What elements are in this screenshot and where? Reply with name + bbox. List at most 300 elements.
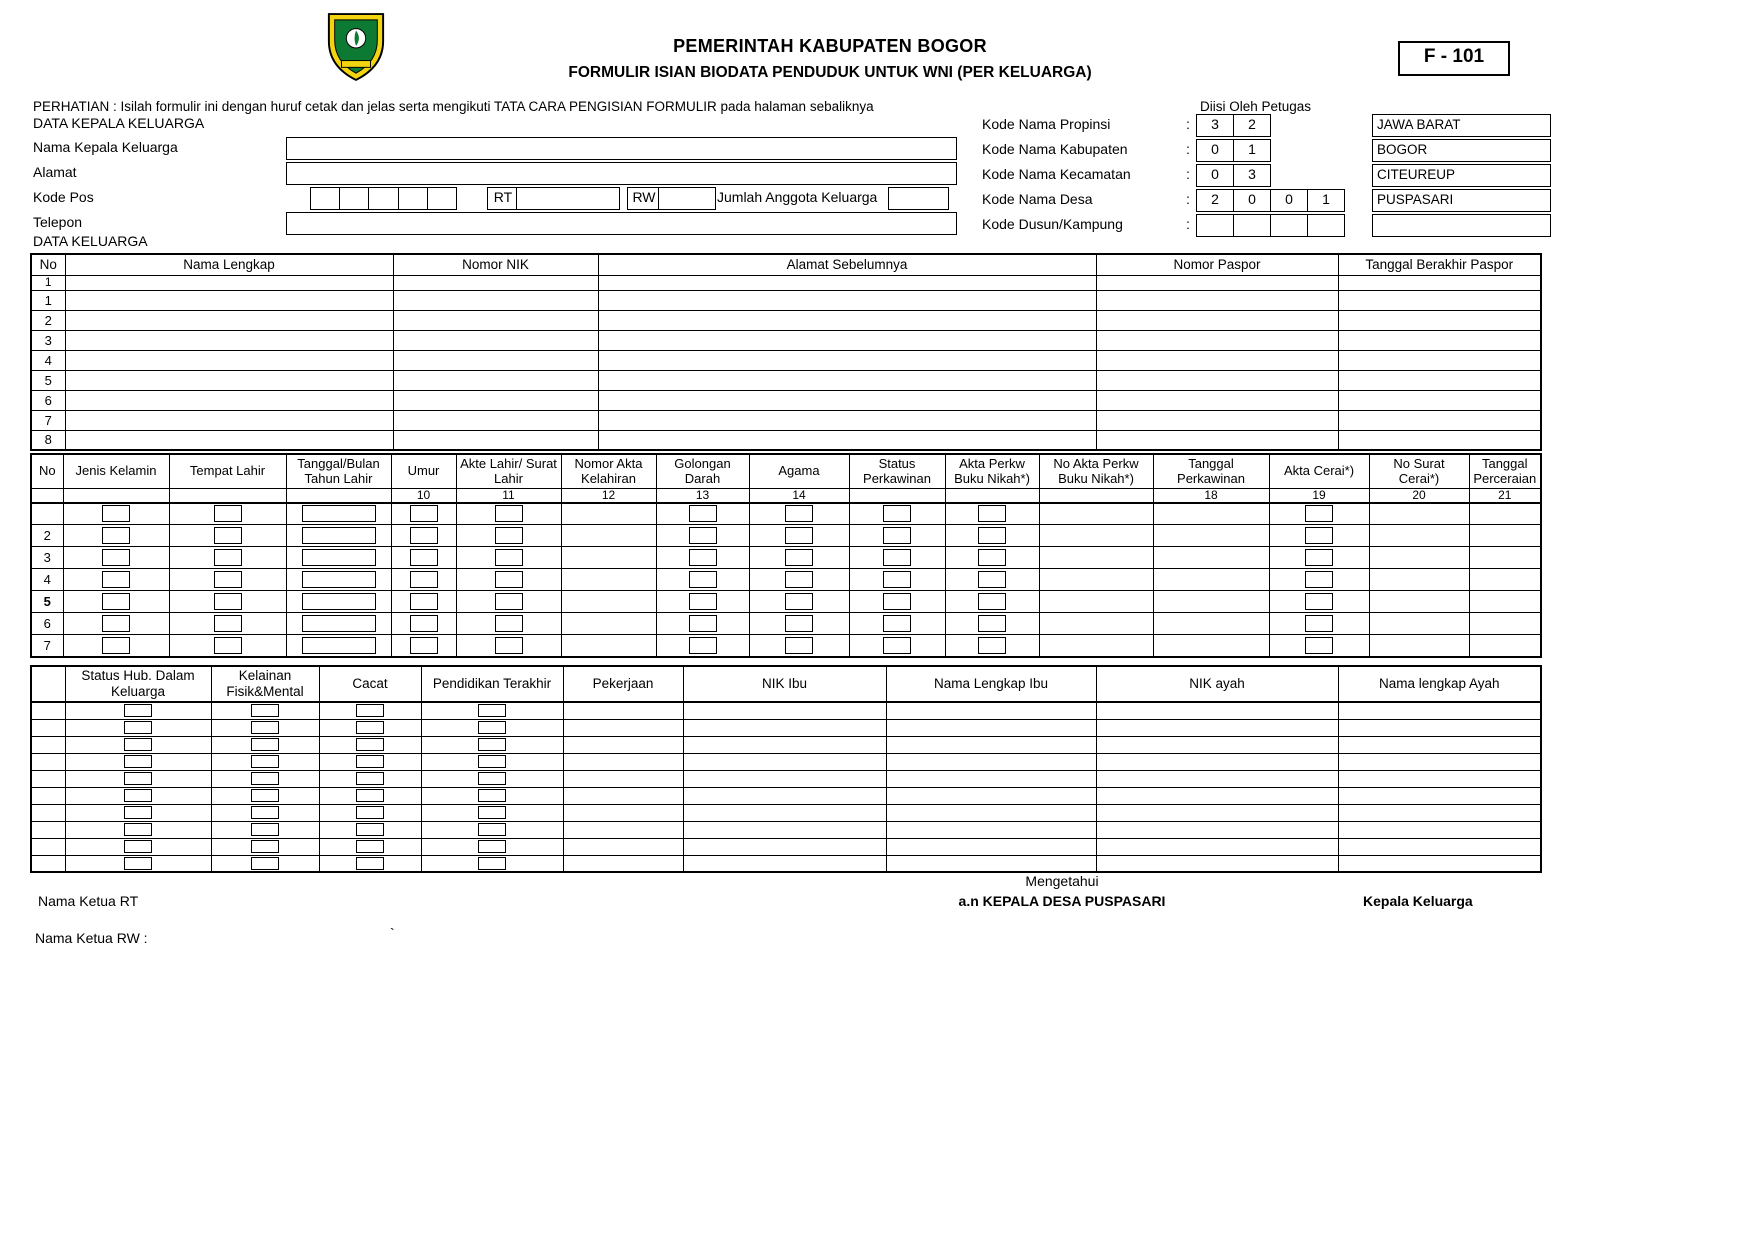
code-box [478,772,506,785]
code-box [302,593,376,610]
table3-row [31,855,1541,872]
cell-agama[interactable] [749,591,849,613]
cell-no-surat-cerai[interactable] [1369,635,1469,657]
code-box [124,704,152,717]
cell-nama-lengkap[interactable] [65,330,393,350]
cell-nomor-akta-kelahiran[interactable] [561,613,656,635]
cell-cacat[interactable] [319,753,421,770]
cell-umur[interactable] [391,503,456,525]
cell-tempat-lahir[interactable] [169,635,286,657]
cell-nama-lengkap-ibu[interactable] [886,855,1096,872]
cell-nomor-paspor[interactable] [1096,330,1338,350]
cell-tanggal-perkawinan[interactable] [1153,591,1269,613]
cell-cacat[interactable] [319,719,421,736]
telepon-input[interactable] [286,212,957,235]
cell-no-akta-perkawinan[interactable] [1039,525,1153,547]
cell-nama-lengkap-ibu[interactable] [886,702,1096,719]
cell-tanggal-perkawinan[interactable] [1153,613,1269,635]
cell-agama[interactable] [749,547,849,569]
cell-akte-lahir[interactable] [456,591,561,613]
table3-row [31,736,1541,753]
cell-nama-lengkap-ayah[interactable] [1338,753,1541,770]
cell-nomor-akta-kelahiran[interactable] [561,591,656,613]
cell-nomor-nik[interactable] [393,330,598,350]
cell-tempat-lahir[interactable] [169,547,286,569]
cell-nama-lengkap[interactable] [65,350,393,370]
rw-input[interactable] [658,187,716,210]
cell-kelainan-fisik-mental[interactable] [211,804,319,821]
code-box [124,721,152,734]
col-akta-perkawinan: Akta Perkw Buku Nikah*) [945,454,1039,488]
column-number [849,488,945,503]
cell-cacat[interactable] [319,855,421,872]
cell-nik-ibu[interactable] [683,753,886,770]
code-box [251,806,279,819]
cell-status-hub-keluarga[interactable] [65,719,211,736]
code-box [785,505,813,522]
cell-status-hub-keluarga[interactable] [65,855,211,872]
cell-nama-lengkap-ayah[interactable] [1338,736,1541,753]
cell-cacat[interactable] [319,821,421,838]
cell-no-surat-cerai[interactable] [1369,591,1469,613]
cell-status-hub-keluarga[interactable] [65,804,211,821]
cell-pekerjaan[interactable] [563,821,683,838]
cell-nomor-akta-kelahiran[interactable] [561,547,656,569]
cell-tanggal-lahir[interactable] [286,591,391,613]
rt-input[interactable] [516,187,620,210]
code-box [356,823,384,836]
cell-tanggal-lahir[interactable] [286,503,391,525]
code-box [495,615,523,632]
cell-nik-ayah[interactable] [1096,753,1338,770]
nama-kepala-keluarga-input[interactable] [286,137,957,160]
colon: : [1186,191,1190,207]
cell-alamat-sebelumnya[interactable] [598,410,1096,430]
cell-nomor-nik[interactable] [393,390,598,410]
cell-tanggal-perceraian[interactable] [1469,569,1541,591]
code-cell: 3 [1234,164,1271,187]
cell-pekerjaan[interactable] [563,787,683,804]
cell-tempat-lahir[interactable] [169,525,286,547]
cell-cacat[interactable] [319,736,421,753]
cell-tanggal-lahir[interactable] [286,569,391,591]
code-cell[interactable] [1196,214,1234,237]
code-box [689,593,717,610]
cell-kelainan-fisik-mental[interactable] [211,838,319,855]
cell-nama-lengkap-ibu[interactable] [886,770,1096,787]
cell-status-perkawinan[interactable] [849,525,945,547]
cell-nik-ibu[interactable] [683,736,886,753]
cell-nik-ibu[interactable] [683,719,886,736]
cell-umur[interactable] [391,569,456,591]
cell-tanggal-perkawinan[interactable] [1153,503,1269,525]
cell-akta-cerai[interactable] [1269,569,1369,591]
col-tanggal-perceraian: Tanggal Perceraian [1469,454,1541,488]
cell-nama-lengkap-ayah[interactable] [1338,770,1541,787]
cell-tempat-lahir[interactable] [169,591,286,613]
cell-golongan-darah[interactable] [656,525,749,547]
cell-nama-lengkap-ayah[interactable] [1338,787,1541,804]
cell-no-akta-perkawinan[interactable] [1039,547,1153,569]
code-cell[interactable] [1308,214,1345,237]
cell-status-perkawinan[interactable] [849,547,945,569]
row-number: 7 [31,635,63,657]
cell-golongan-darah[interactable] [656,569,749,591]
col-akte-lahir: Akte Lahir/ Surat Lahir [456,454,561,488]
cell-nama-lengkap-ibu[interactable] [886,719,1096,736]
cell-status-hub-keluarga[interactable] [65,770,211,787]
column-number [1096,275,1338,290]
cell-pendidikan-terakhir[interactable] [421,787,563,804]
code-box [302,571,376,588]
cell-nama-lengkap-ibu[interactable] [886,821,1096,838]
cell-nik-ayah[interactable] [1096,838,1338,855]
cell-akta-perkawinan[interactable] [945,591,1039,613]
cell-nama-lengkap-ayah[interactable] [1338,719,1541,736]
cell-akta-cerai[interactable] [1269,547,1369,569]
cell-nik-ibu[interactable] [683,770,886,787]
cell-nik-ayah[interactable] [1096,736,1338,753]
cell-nama-lengkap[interactable] [65,370,393,390]
cell-agama[interactable] [749,635,849,657]
cell-tanggal-perkawinan[interactable] [1153,635,1269,657]
cell-nama-lengkap[interactable] [65,430,393,450]
cell-nama-lengkap-ibu[interactable] [886,838,1096,855]
cell-umur[interactable] [391,525,456,547]
cell-agama[interactable] [749,569,849,591]
cell-cacat[interactable] [319,770,421,787]
cell-golongan-darah[interactable] [656,503,749,525]
cell-nomor-nik[interactable] [393,290,598,310]
code-cell[interactable] [1234,214,1271,237]
cell-nama-lengkap-ibu[interactable] [886,804,1096,821]
jumlah-anggota-input[interactable] [888,187,949,210]
col-kelainan-fisik-mental: Kelainan Fisik&Mental [211,666,319,702]
cell-nama-lengkap[interactable] [65,310,393,330]
cell-pekerjaan[interactable] [563,753,683,770]
cell-agama[interactable] [749,525,849,547]
cell-cacat[interactable] [319,702,421,719]
cell-tempat-lahir[interactable] [169,569,286,591]
cell-nik-ayah[interactable] [1096,804,1338,821]
cell-kelainan-fisik-mental[interactable] [211,736,319,753]
table2-row [31,525,1541,547]
cell-pendidikan-terakhir[interactable] [421,770,563,787]
cell-pendidikan-terakhir[interactable] [421,719,563,736]
cell-akta-cerai[interactable] [1269,525,1369,547]
cell-pekerjaan[interactable] [563,719,683,736]
cell-tanggal-perkawinan[interactable] [1153,525,1269,547]
cell-status-hub-keluarga[interactable] [65,702,211,719]
cell-tanggal-perceraian[interactable] [1469,525,1541,547]
cell-akte-lahir[interactable] [456,503,561,525]
cell-alamat-sebelumnya[interactable] [598,310,1096,330]
cell-tanggal-berakhir-paspor[interactable] [1338,390,1541,410]
col-jenis-kelamin: Jenis Kelamin [63,454,169,488]
cell-akta-perkawinan[interactable] [945,569,1039,591]
cell-nik-ayah[interactable] [1096,787,1338,804]
cell-jenis-kelamin[interactable] [63,525,169,547]
cell-akta-cerai[interactable] [1269,591,1369,613]
cell-tanggal-perceraian[interactable] [1469,635,1541,657]
cell-kelainan-fisik-mental[interactable] [211,702,319,719]
cell-nomor-akta-kelahiran[interactable] [561,635,656,657]
cell-kelainan-fisik-mental[interactable] [211,855,319,872]
cell-tanggal-perceraian[interactable] [1469,547,1541,569]
cell-nomor-paspor[interactable] [1096,350,1338,370]
cell-tanggal-perceraian[interactable] [1469,503,1541,525]
cell-akta-cerai[interactable] [1269,613,1369,635]
kode-pos-cell[interactable] [311,188,340,209]
cell-no-surat-cerai[interactable] [1369,569,1469,591]
cell-akta-perkawinan[interactable] [945,503,1039,525]
cell-pekerjaan[interactable] [563,838,683,855]
cell-kelainan-fisik-mental[interactable] [211,787,319,804]
cell-akte-lahir[interactable] [456,547,561,569]
cell-kelainan-fisik-mental[interactable] [211,770,319,787]
cell-no-surat-cerai[interactable] [1369,547,1469,569]
cell-nomor-paspor[interactable] [1096,410,1338,430]
cell-no-akta-perkawinan[interactable] [1039,503,1153,525]
cell-alamat-sebelumnya[interactable] [598,390,1096,410]
cell-nik-ibu[interactable] [683,804,886,821]
cell-status-perkawinan[interactable] [849,569,945,591]
table1-header-row [31,254,1541,275]
cell-tanggal-berakhir-paspor[interactable] [1338,350,1541,370]
cell-pekerjaan[interactable] [563,804,683,821]
cell-nomor-akta-kelahiran[interactable] [561,525,656,547]
cell-tanggal-berakhir-paspor[interactable] [1338,430,1541,450]
cell-pendidikan-terakhir[interactable] [421,838,563,855]
cell-kelainan-fisik-mental[interactable] [211,821,319,838]
cell-jenis-kelamin[interactable] [63,569,169,591]
cell-nomor-nik[interactable] [393,370,598,390]
code-box [978,615,1006,632]
cell-pendidikan-terakhir[interactable] [421,855,563,872]
cell-alamat-sebelumnya[interactable] [598,330,1096,350]
cell-akta-perkawinan[interactable] [945,525,1039,547]
cell-akte-lahir[interactable] [456,635,561,657]
cell-nik-ayah[interactable] [1096,702,1338,719]
cell-pendidikan-terakhir[interactable] [421,702,563,719]
kode-dusun-value[interactable] [1372,214,1551,237]
cell-jenis-kelamin[interactable] [63,591,169,613]
cell-tanggal-berakhir-paspor[interactable] [1338,410,1541,430]
cell-nomor-paspor[interactable] [1096,310,1338,330]
cell-nik-ibu[interactable] [683,702,886,719]
cell-alamat-sebelumnya[interactable] [598,290,1096,310]
cell-status-hub-keluarga[interactable] [65,736,211,753]
cell-pekerjaan[interactable] [563,736,683,753]
cell-tanggal-berakhir-paspor[interactable] [1338,370,1541,390]
kode-pos-cell[interactable] [340,188,369,209]
cell-tanggal-perkawinan[interactable] [1153,547,1269,569]
cell-nomor-nik[interactable] [393,350,598,370]
cell-nama-lengkap[interactable] [65,390,393,410]
kode-pos-cell[interactable] [369,188,398,209]
cell-pendidikan-terakhir[interactable] [421,736,563,753]
row-number: 1 [31,290,65,310]
cell-jenis-kelamin[interactable] [63,503,169,525]
cell-nama-lengkap-ayah[interactable] [1338,855,1541,872]
cell-nomor-nik[interactable] [393,410,598,430]
cell-alamat-sebelumnya[interactable] [598,370,1096,390]
cell-alamat-sebelumnya[interactable] [598,430,1096,450]
table2-row [31,547,1541,569]
cell-golongan-darah[interactable] [656,613,749,635]
col-no-akta-perkawinan: No Akta Perkw Buku Nikah*) [1039,454,1153,488]
cell-agama[interactable] [749,613,849,635]
cell-umur[interactable] [391,547,456,569]
kode-pos-cell[interactable] [428,188,456,209]
code-box [356,840,384,853]
cell-tanggal-perceraian[interactable] [1469,613,1541,635]
cell-no-akta-perkawinan[interactable] [1039,591,1153,613]
cell-status-perkawinan[interactable] [849,503,945,525]
kode-pos-cell[interactable] [399,188,428,209]
cell-agama[interactable] [749,503,849,525]
cell-akta-perkawinan[interactable] [945,613,1039,635]
cell-umur[interactable] [391,591,456,613]
cell-tanggal-lahir[interactable] [286,635,391,657]
col-tanggal-berakhir-paspor: Tanggal Berakhir Paspor [1338,254,1541,275]
cell-jenis-kelamin[interactable] [63,635,169,657]
cell-akte-lahir[interactable] [456,525,561,547]
code-box [478,704,506,717]
cell-tempat-lahir[interactable] [169,503,286,525]
cell-no-akta-perkawinan[interactable] [1039,613,1153,635]
cell-golongan-darah[interactable] [656,635,749,657]
cell-tanggal-lahir[interactable] [286,547,391,569]
cell-akta-perkawinan[interactable] [945,547,1039,569]
cell-akta-perkawinan[interactable] [945,635,1039,657]
row-number: 2 [31,310,65,330]
code-box [214,571,242,588]
cell-no-surat-cerai[interactable] [1369,525,1469,547]
mengetahui-label: Mengetahui [1025,873,1099,889]
cell-status-hub-keluarga[interactable] [65,838,211,855]
cell-umur[interactable] [391,613,456,635]
cell-nama-lengkap-ibu[interactable] [886,753,1096,770]
cell-tanggal-lahir[interactable] [286,613,391,635]
cell-status-hub-keluarga[interactable] [65,787,211,804]
cell-nomor-akta-kelahiran[interactable] [561,503,656,525]
cell-nik-ibu[interactable] [683,838,886,855]
col-pendidikan-terakhir: Pendidikan Terakhir [421,666,563,702]
cell-nama-lengkap[interactable] [65,410,393,430]
cell-cacat[interactable] [319,804,421,821]
cell-jenis-kelamin[interactable] [63,613,169,635]
cell-tempat-lahir[interactable] [169,613,286,635]
cell-nik-ayah[interactable] [1096,770,1338,787]
column-number [393,275,598,290]
row-number: 4 [31,350,65,370]
cell-kelainan-fisik-mental[interactable] [211,719,319,736]
cell-nama-lengkap-ibu[interactable] [886,736,1096,753]
cell-jenis-kelamin[interactable] [63,547,169,569]
cell-nomor-paspor[interactable] [1096,370,1338,390]
cell-nomor-paspor[interactable] [1096,390,1338,410]
cell-tanggal-berakhir-paspor[interactable] [1338,310,1541,330]
cell-akta-cerai[interactable] [1269,635,1369,657]
cell-golongan-darah[interactable] [656,591,749,613]
cell-nik-ayah[interactable] [1096,719,1338,736]
cell-tanggal-perkawinan[interactable] [1153,569,1269,591]
code-box [410,505,438,522]
cell-nama-lengkap-ibu[interactable] [886,787,1096,804]
code-box [102,593,130,610]
code-box [978,549,1006,566]
table1-row [31,370,1541,390]
cell-nomor-nik[interactable] [393,430,598,450]
cell-cacat[interactable] [319,838,421,855]
cell-umur[interactable] [391,635,456,657]
alamat-input[interactable] [286,162,957,185]
cell-status-perkawinan[interactable] [849,591,945,613]
cell-nama-lengkap-ayah[interactable] [1338,821,1541,838]
cell-pekerjaan[interactable] [563,855,683,872]
cell-nik-ibu[interactable] [683,787,886,804]
cell-nama-lengkap-ayah[interactable] [1338,804,1541,821]
cell-no-akta-perkawinan[interactable] [1039,569,1153,591]
cell-nama-lengkap[interactable] [65,290,393,310]
cell-tanggal-perceraian[interactable] [1469,591,1541,613]
code-box [302,527,376,544]
cell-status-perkawinan[interactable] [849,635,945,657]
code-box [495,637,523,654]
cell-cacat[interactable] [319,787,421,804]
cell-no-surat-cerai[interactable] [1369,613,1469,635]
cell-kelainan-fisik-mental[interactable] [211,753,319,770]
cell-no-surat-cerai[interactable] [1369,503,1469,525]
cell-tanggal-lahir[interactable] [286,525,391,547]
cell-nomor-paspor[interactable] [1096,430,1338,450]
cell-pendidikan-terakhir[interactable] [421,804,563,821]
cell-nomor-nik[interactable] [393,310,598,330]
colon: : [1186,216,1190,232]
row-number [31,770,65,787]
cell-nik-ayah[interactable] [1096,821,1338,838]
cell-akte-lahir[interactable] [456,613,561,635]
cell-tanggal-berakhir-paspor[interactable] [1338,330,1541,350]
cell-pendidikan-terakhir[interactable] [421,821,563,838]
cell-status-hub-keluarga[interactable] [65,753,211,770]
column-number [286,488,391,503]
cell-akta-cerai[interactable] [1269,503,1369,525]
cell-nomor-akta-kelahiran[interactable] [561,569,656,591]
cell-akte-lahir[interactable] [456,569,561,591]
cell-nama-lengkap-ayah[interactable] [1338,702,1541,719]
cell-status-perkawinan[interactable] [849,613,945,635]
cell-no-akta-perkawinan[interactable] [1039,635,1153,657]
cell-pendidikan-terakhir[interactable] [421,753,563,770]
code-box [785,571,813,588]
kode-kabupaten-label: Kode Nama Kabupaten [982,141,1128,157]
cell-golongan-darah[interactable] [656,547,749,569]
cell-nomor-paspor[interactable] [1096,290,1338,310]
cell-status-hub-keluarga[interactable] [65,821,211,838]
cell-tanggal-berakhir-paspor[interactable] [1338,290,1541,310]
cell-nama-lengkap-ayah[interactable] [1338,838,1541,855]
cell-nik-ayah[interactable] [1096,855,1338,872]
code-cell[interactable] [1271,214,1308,237]
cell-nik-ibu[interactable] [683,855,886,872]
cell-alamat-sebelumnya[interactable] [598,350,1096,370]
cell-pekerjaan[interactable] [563,702,683,719]
cell-pekerjaan[interactable] [563,770,683,787]
cell-nik-ibu[interactable] [683,821,886,838]
code-box [214,615,242,632]
